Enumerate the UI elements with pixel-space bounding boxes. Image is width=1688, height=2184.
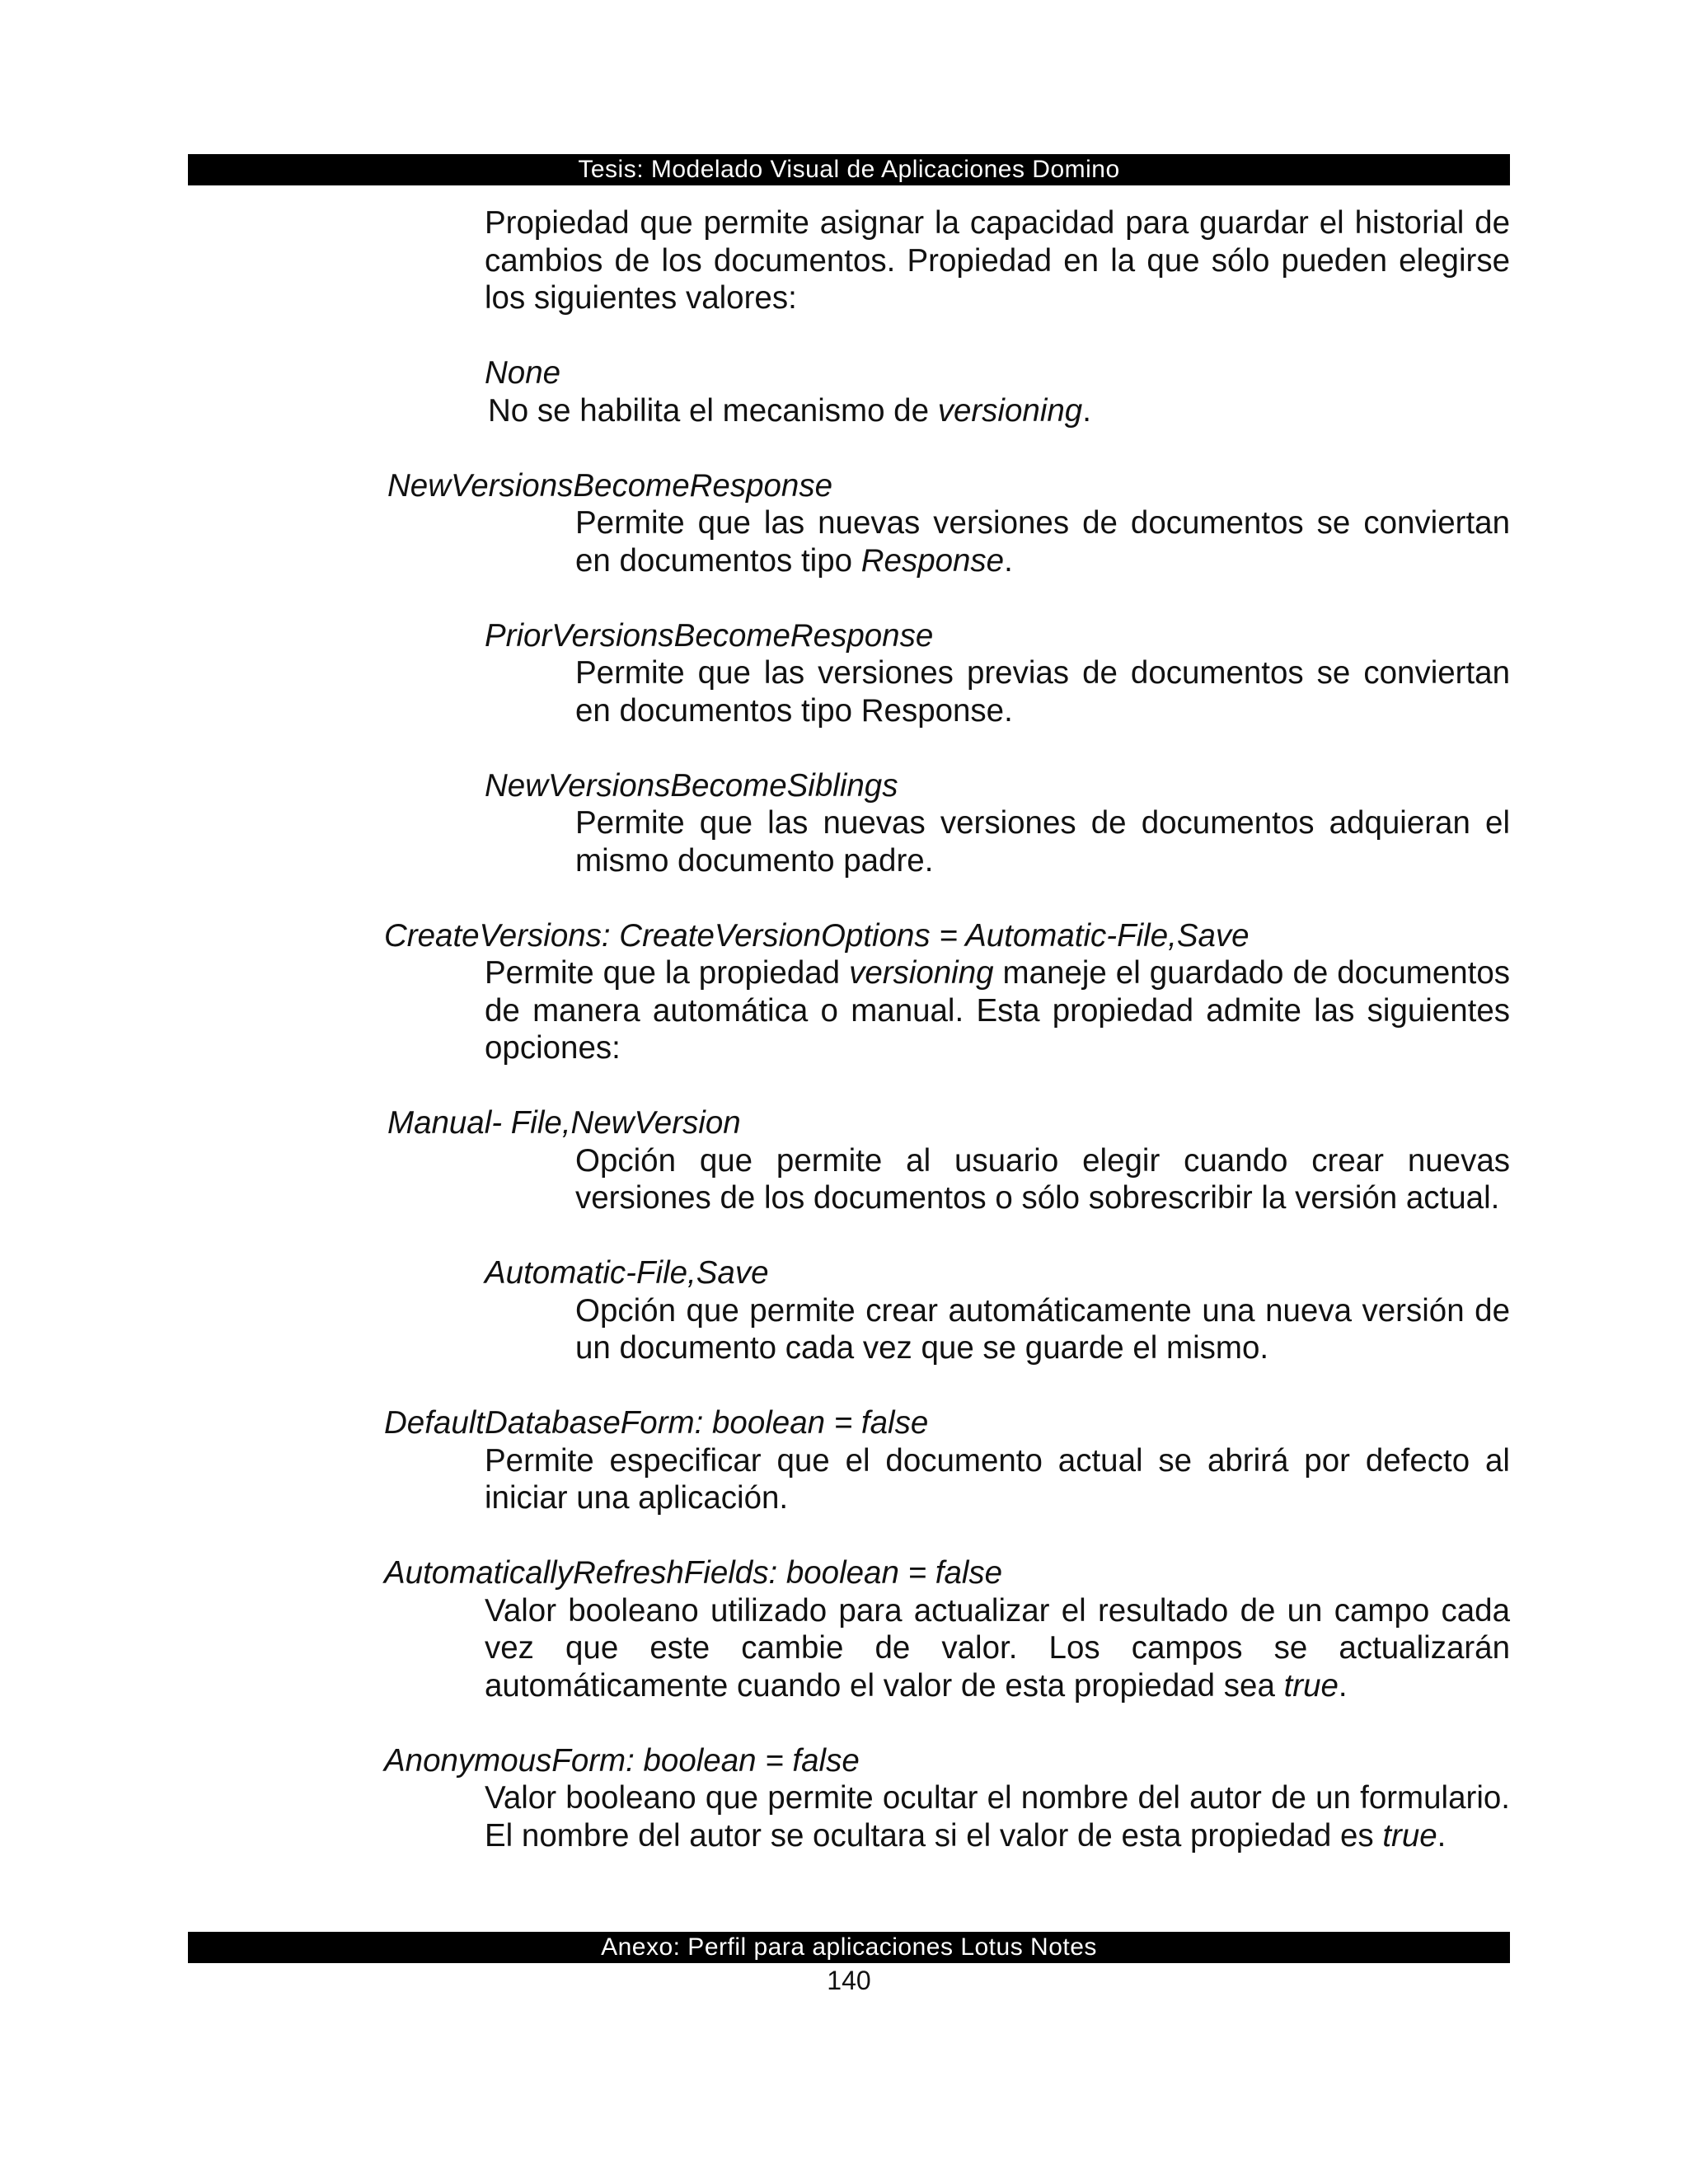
spacer [0, 1704, 1688, 1742]
option-desc-none: No se habilita el mecanismo de versioning. [488, 392, 1091, 429]
property-desc-default-database-form: Permite especificar que el documento actual se abrirá por defecto al iniciar una aplicación. [485, 1442, 1510, 1516]
option-desc-prior-versions-become-response: Permite que las versiones previas de documentos se conviertan en documentos tipo Response. [575, 655, 1510, 729]
spacer [0, 1367, 1688, 1405]
option-term-automatic: Automatic-File,Save [485, 1255, 769, 1291]
running-header: Tesis: Modelado Visual de Aplicaciones Domino [188, 154, 1510, 185]
spacer [0, 317, 1688, 355]
option-desc-new-versions-become-siblings: Permite que las nuevas versiones de documentos adquieran el mismo documento padre. [575, 805, 1510, 879]
property-term-automatically-refresh-fields: AutomaticallyRefreshFields: boolean = false [384, 1555, 1003, 1591]
option-term-none: None [485, 355, 561, 391]
property-term-create-versions: CreateVersions: CreateVersionOptions = Automatic-File,Save [384, 917, 1250, 954]
option-term-manual: Manual- File,NewVersion [387, 1105, 741, 1141]
property-desc-anonymous-form: Valor booleano que permite ocultar el nombre del autor de un formulario. El nombre del autor se ocultara si el valor de esta propiedad es true. [485, 1780, 1510, 1854]
spacer [0, 429, 1688, 467]
spacer [0, 1217, 1688, 1255]
option-term-new-versions-become-response: NewVersionsBecomeResponse [387, 467, 832, 504]
property-term-default-database-form: DefaultDatabaseForm: boolean = false [384, 1405, 929, 1441]
running-footer: Anexo: Perfil para aplicaciones Lotus Notes [188, 1932, 1510, 1963]
intro-paragraph: Propiedad que permite asignar la capacidad para guardar el historial de cambios de los documentos. Propiedad en la que sólo pueden elegirse los siguientes valores: [485, 205, 1510, 316]
option-term-prior-versions-become-response: PriorVersionsBecomeResponse [485, 617, 934, 654]
page-body [0, 204, 1688, 1854]
spacer [0, 579, 1688, 617]
spacer [0, 1517, 1688, 1555]
option-desc-manual: Opción que permite al usuario elegir cuando crear nuevas versiones de los documentos o sólo sobrescribir la versión actual. [575, 1142, 1510, 1216]
option-desc-new-versions-become-response: Permite que las nuevas versiones de documentos se conviertan en documentos tipo Response. [575, 505, 1510, 579]
option-term-new-versions-become-siblings: NewVersionsBecomeSiblings [485, 767, 898, 804]
page-number: 140 [827, 1966, 871, 1995]
spacer [0, 1067, 1688, 1105]
property-desc-automatically-refresh-fields: Valor booleano utilizado para actualizar el resultado de un campo cada vez que este cambie de valor. Los campos se actualizarán automáticamente cuando el valor de esta propiedad sea true. [485, 1592, 1510, 1704]
option-desc-automatic: Opción que permite crear automáticamente una nueva versión de un documento cada vez que se guarde el mismo. [575, 1292, 1510, 1366]
spacer [0, 879, 1688, 917]
spacer [0, 729, 1688, 767]
property-term-anonymous-form: AnonymousForm: boolean = false [384, 1742, 860, 1779]
property-desc-create-versions: Permite que la propiedad versioning maneje el guardado de documentos de manera automática o manual. Esta propiedad admite las siguientes opciones: [485, 955, 1510, 1066]
